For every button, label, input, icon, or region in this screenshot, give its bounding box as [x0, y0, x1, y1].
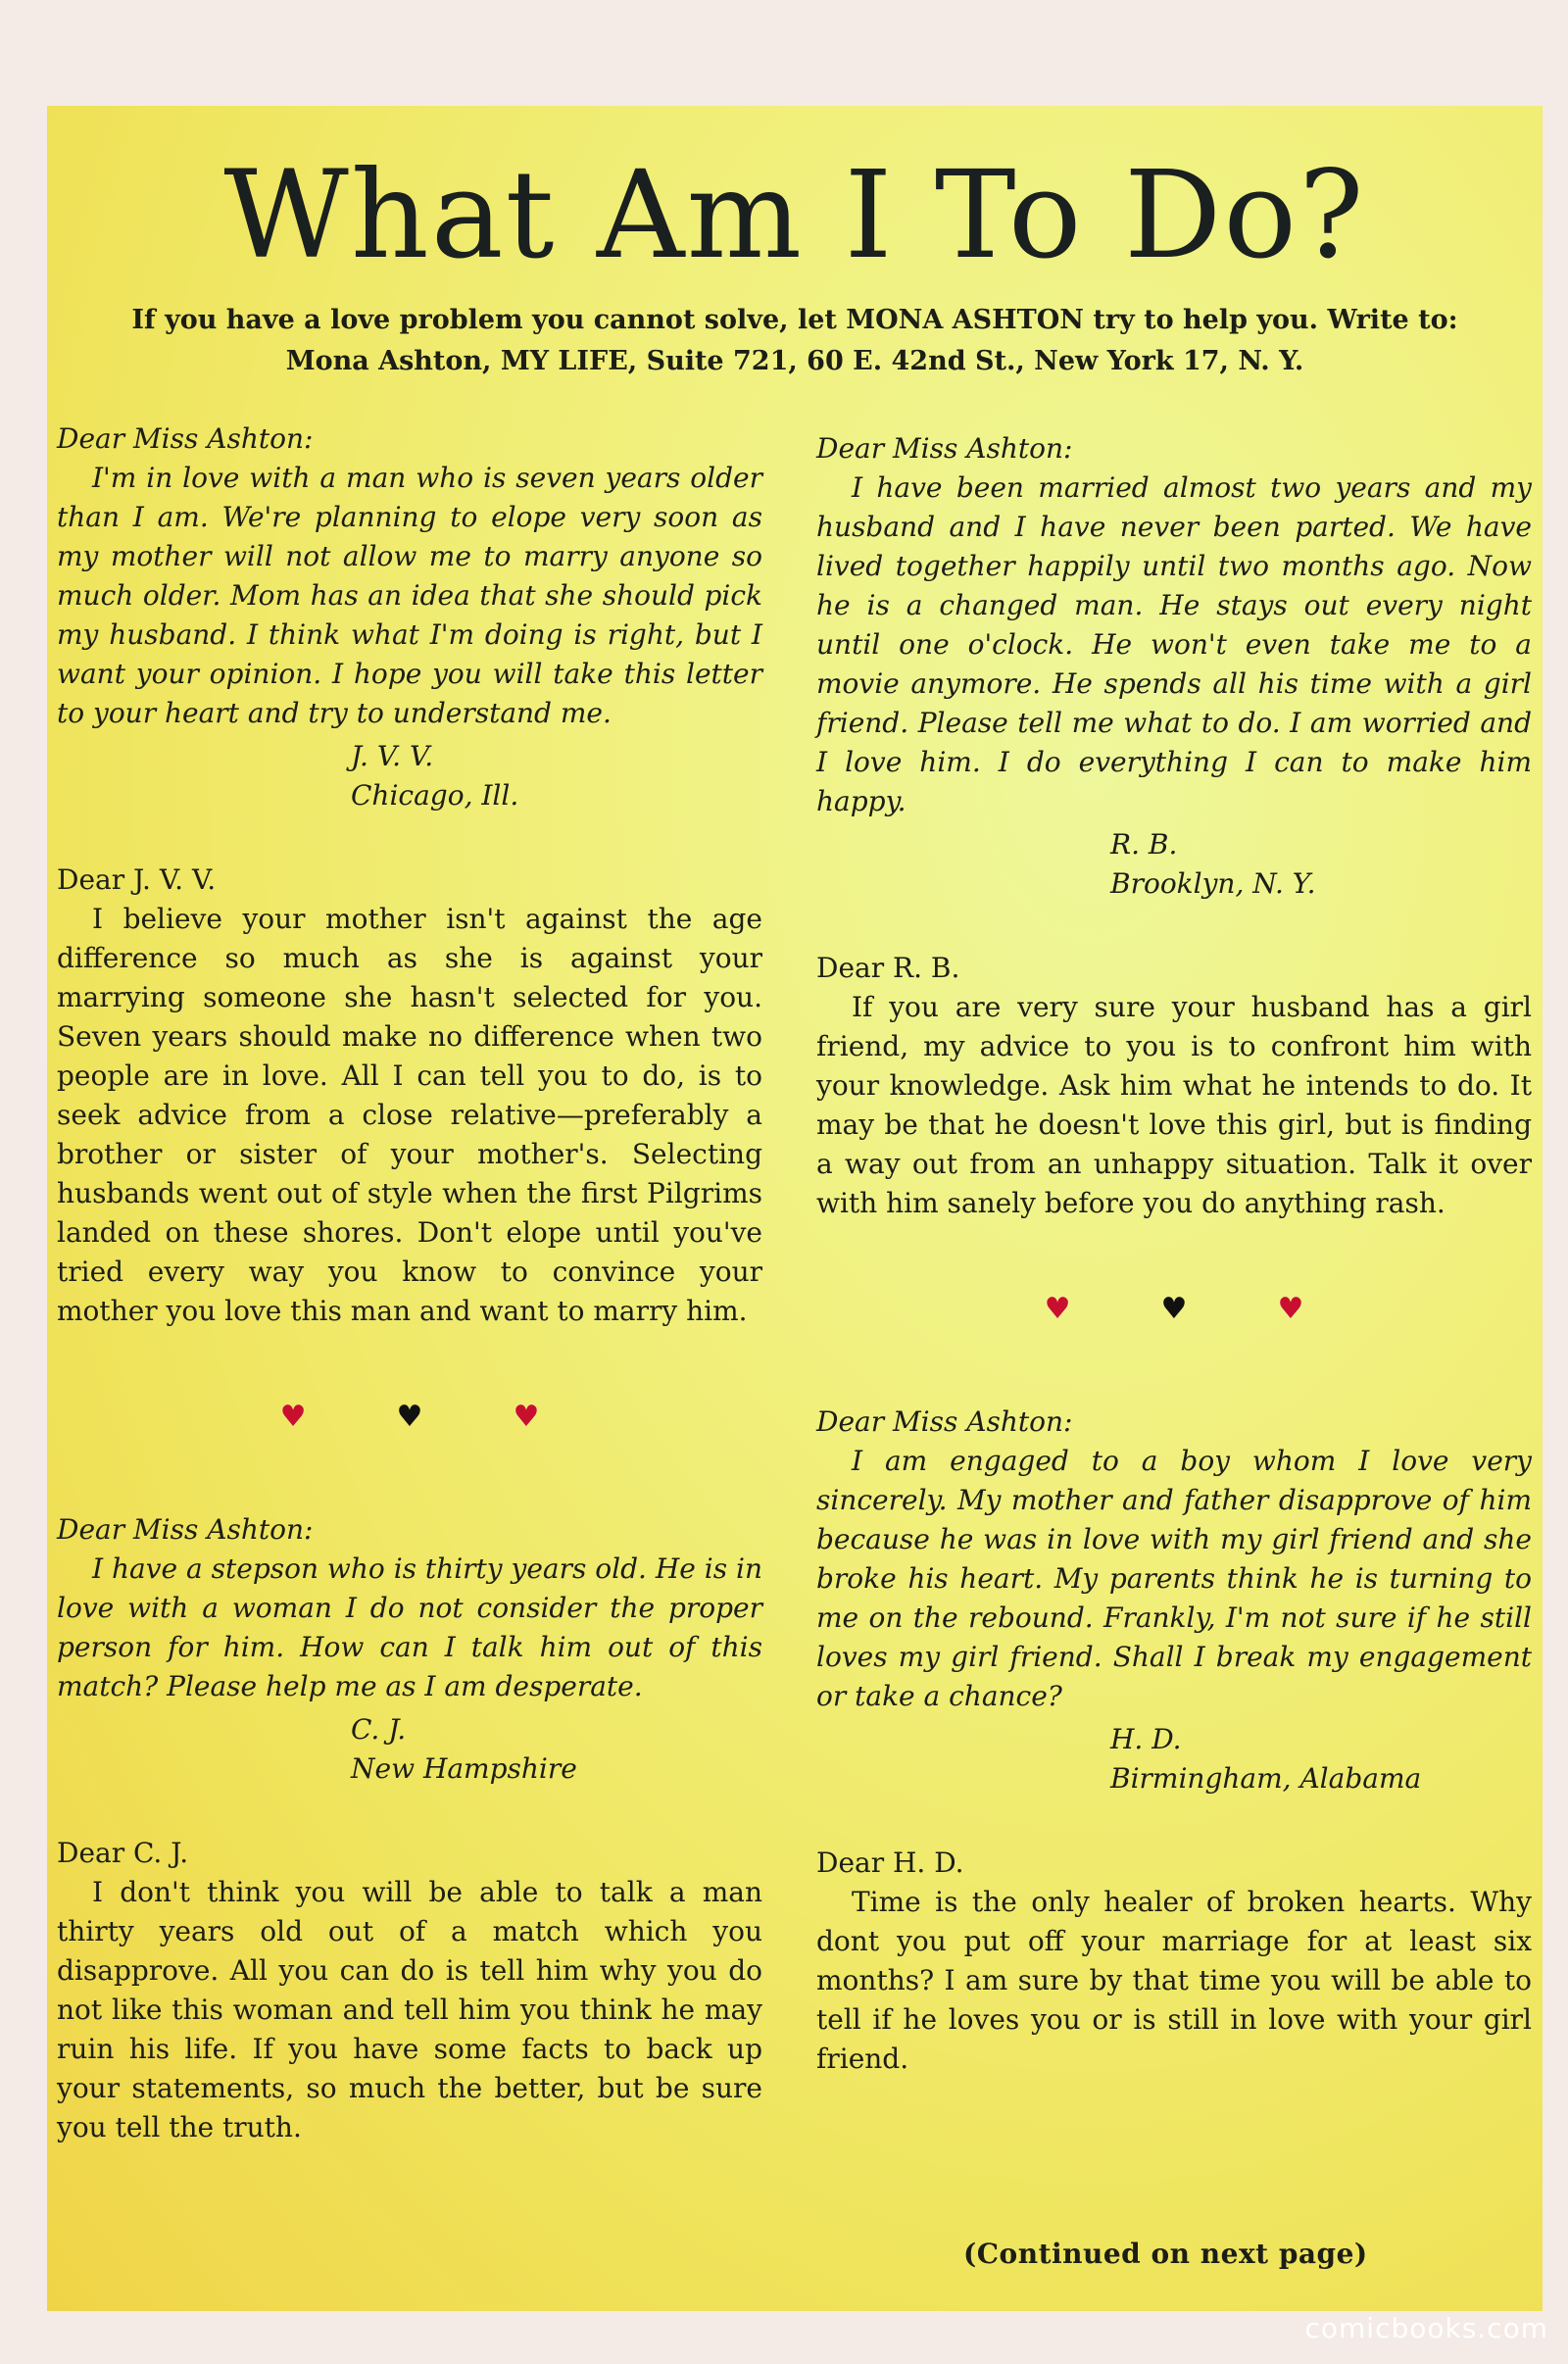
signature-place: Chicago, Ill. — [351, 779, 519, 812]
signature-initials: C. J. — [351, 1713, 407, 1746]
heart-divider — [57, 1400, 762, 1434]
letter-body: I have a stepson who is thirty years old. He is in love with a woman I do not consider the proper person for him. How can I talk him out of this match? Please help me as I am desperate. — [57, 1552, 762, 1702]
intro-notice — [47, 300, 1543, 382]
intro-line-2: Mona Ashton, MY LIFE, Suite 721, 60 E. 42nd St., New York 17, N. Y. — [285, 346, 1304, 376]
reply-salutation: Dear H. D. — [816, 1847, 964, 1879]
letter-signature — [1110, 1720, 1532, 1798]
letter-signature — [351, 737, 762, 815]
heart-icon: ♥ — [513, 1400, 540, 1434]
letter-body: I am engaged to a boy whom I love very sincerely. My mother and father disapprove of him because he was in love with my girl friend and she broke his heart. My parents think he is turning to me on the rebound. Frankly, I'm not sure if he still loves my girl friend. Shall I break my engagement or take a chance? — [816, 1445, 1532, 1712]
letter-salutation: Dear Miss Ashton: — [816, 1405, 1073, 1438]
signature-initials: H. D. — [1110, 1723, 1182, 1755]
signature-place: Birmingham, Alabama — [1110, 1762, 1422, 1795]
left-column — [57, 419, 762, 2192]
continued-note: (Continued on next page) — [963, 2238, 1368, 2270]
reply-cj — [57, 1834, 762, 2147]
letter-hd — [816, 1403, 1532, 1798]
heart-icon: ♥ — [1160, 1292, 1188, 1326]
reply-salutation: Dear J. V. V. — [57, 863, 217, 896]
reply-salutation: Dear R. B. — [816, 952, 960, 984]
reply-body: Time is the only healer of broken hearts. Why dont you put off your marriage for at least six months? I am sure by that time you will be able to tell if he loves you or is still in love with your girl friend. — [816, 1886, 1532, 2075]
heart-divider — [816, 1292, 1532, 1326]
signature-initials: R. B. — [1110, 828, 1178, 861]
watermark: comicbooks.com — [1304, 2312, 1548, 2344]
letter-body: I have been married almost two years and my husband and I have never been parted. We have lived together happily until two months ago. Now he is a changed man. He stays out every night until one o'clock. He won't even take me to a movie anymore. He spends all his time with a girl friend. Please tell me what to do. I am worried and I love him. I do everything I can to make him happy. — [816, 471, 1532, 817]
reply-body: I believe your mother isn't against the age difference so much as she is against your marrying someone she hasn't selected for you. Seven years should make no difference when two people are in love. All I can tell you to do, is to seek advice from a close relative—preferably a brother or sister of your mother's. Selecting husbands went out of style when the first Pilgrims landed on these shores. Don't elope until you've tried every way you know to convince your mother you love this man and want to marry him. — [57, 903, 762, 1327]
letter-salutation: Dear Miss Ashton: — [816, 432, 1073, 465]
letter-signature — [351, 1710, 762, 1789]
reply-body: I don't think you will be able to talk a man thirty years old out of a match which you disapprove. All you can do is tell him why you do not like this woman and tell him you think he may ruin his life. If you have some facts to back up your statements, so much the better, but be sure you tell the truth. — [57, 1876, 762, 2143]
reply-rb — [816, 949, 1532, 1223]
reply-hd — [816, 1844, 1532, 2079]
intro-line-1: If you have a love problem you cannot solve, let MONA ASHTON try to help you. Write to: — [131, 305, 1458, 335]
reply-jvv — [57, 861, 762, 1331]
page-title: What Am I To Do? — [223, 145, 1366, 286]
signature-place: New Hampshire — [351, 1752, 577, 1785]
letter-salutation: Dear Miss Ashton: — [57, 422, 314, 455]
heart-icon: ♥ — [279, 1400, 307, 1434]
magazine-page — [47, 106, 1543, 2311]
reply-body: If you are very sure your husband has a girl friend, my advice to you is to confront him with your knowledge. Ask him what he intends to do. It may be that he doesn't love this girl, but is finding a way out from an unhappy situation. Talk it over with him sanely before you do anything rash. — [816, 991, 1532, 1219]
heart-icon: ♥ — [1277, 1292, 1304, 1326]
letter-cj — [57, 1510, 762, 1789]
signature-place: Brooklyn, N. Y. — [1110, 867, 1316, 900]
letter-body: I'm in love with a man who is seven years older than I am. We're planning to elope very soon as my mother will not allow me to marry anyone so much older. Mom has an idea that she should pick my husband. I think what I'm doing is right, but I want your opinion. I hope you will take this letter to your heart and try to understand me. — [57, 462, 762, 729]
letter-signature — [1110, 825, 1532, 904]
signature-initials: J. V. V. — [351, 740, 434, 772]
reply-salutation: Dear C. J. — [57, 1837, 189, 1869]
letter-jvv — [57, 419, 762, 815]
heart-icon: ♥ — [1044, 1292, 1071, 1326]
letter-rb — [816, 429, 1532, 904]
letter-salutation: Dear Miss Ashton: — [57, 1513, 314, 1546]
heart-icon: ♥ — [396, 1400, 423, 1434]
right-column — [816, 429, 1532, 2124]
